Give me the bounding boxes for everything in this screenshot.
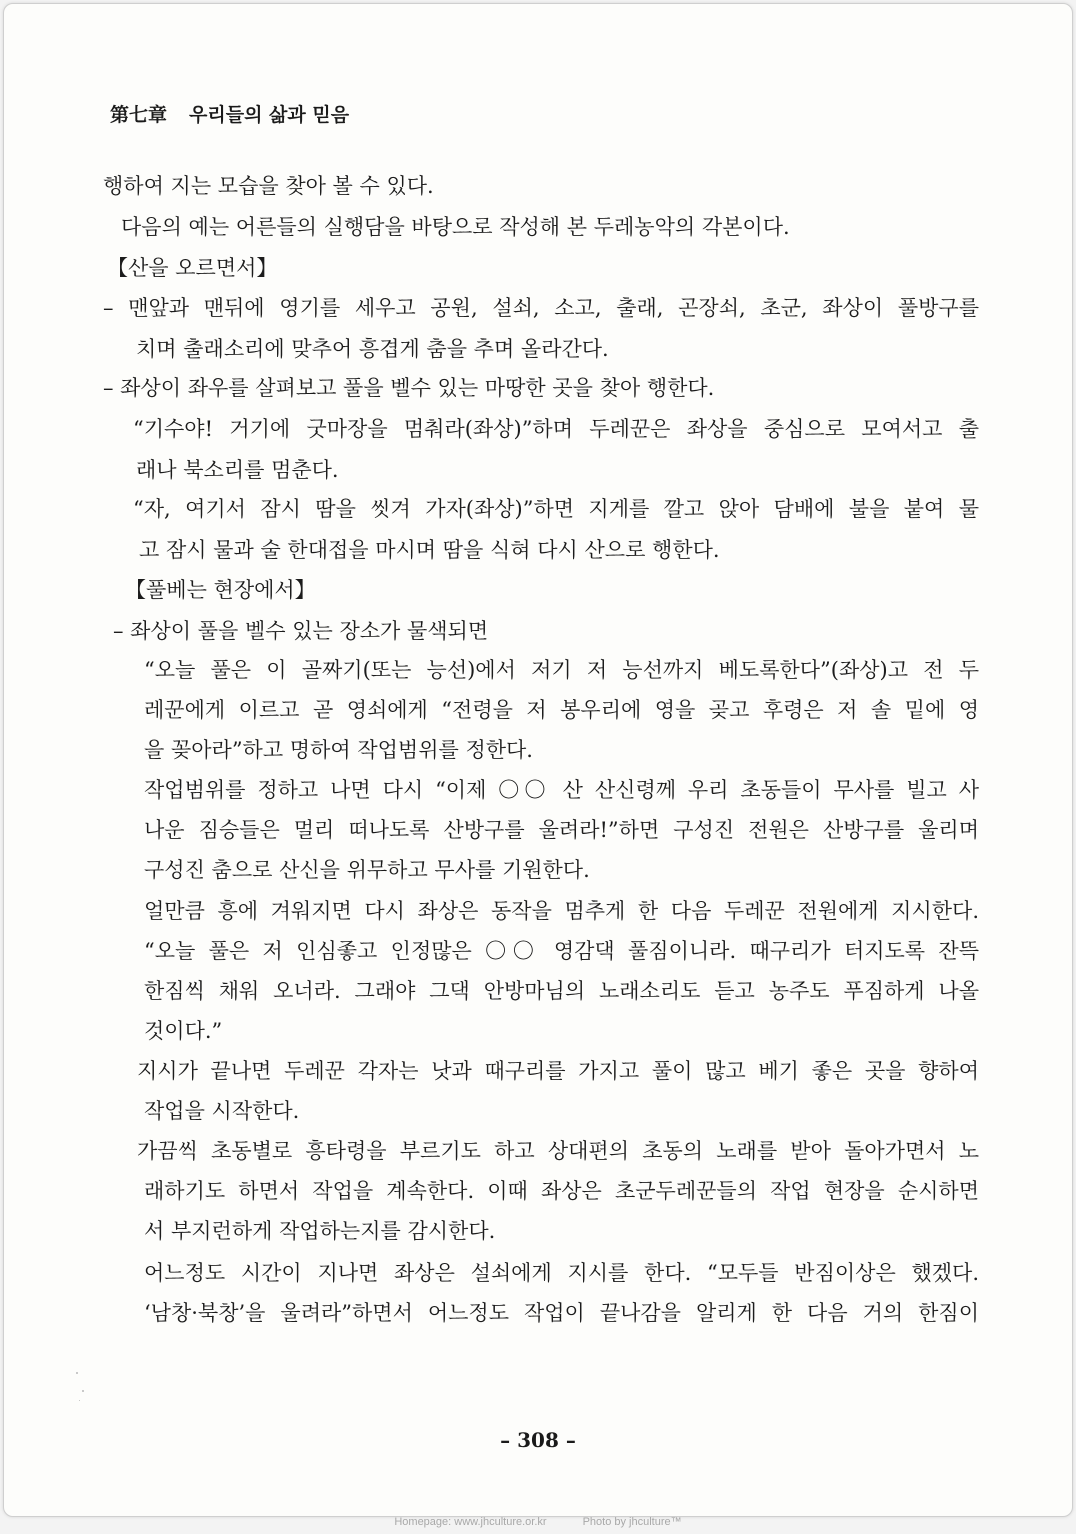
scanned-page	[3, 3, 1073, 1517]
text-line: 나운 짐승들은 멀리 떠나도록 산방구를 울려라!”하면 구성진 전원은 산방구를 울리며	[144, 818, 979, 842]
text-line: 작업을 시작한다.	[144, 1099, 300, 1123]
page-number: – 308 –	[500, 1428, 576, 1452]
text-line: – 좌상이 풀을 벨수 있는 장소가 물색되면	[113, 619, 489, 643]
text-line: “오늘 풀은 이 골짜기(또는 능선)에서 저기 저 능선까지 베도록한다”(좌상)고 전 두	[144, 658, 979, 682]
text-line: 고 잠시 물과 술 한대접을 마시며 땀을 식혀 다시 산으로 행한다.	[139, 538, 720, 562]
text-line: ‘남창·북창’을 울려라”하면서 어느정도 작업이 끝나감을 알리게 한 다음 거의 한짐이	[144, 1301, 979, 1325]
text-line: 【풀베는 현장에서】	[125, 578, 316, 602]
text-line: 서 부지런하게 작업하는지를 감시한다.	[144, 1219, 496, 1243]
text-line: “오늘 풀은 저 인심좋고 인정많은 〇〇 영감댁 풀짐이니라. 때구리가 터지도록 잔뜩	[144, 939, 979, 963]
text-line: 한짐씩 채워 오너라. 그래야 그댁 안방마님의 노래소리도 듣고 농주도 푸짐하게 나올	[144, 979, 979, 1003]
text-line: 것이다.”	[144, 1019, 223, 1043]
watermark-footer	[0, 1516, 1076, 1528]
text-line: 래나 북소리를 멈춘다.	[136, 458, 339, 482]
chapter-title: 우리들의 삶과 믿음	[189, 104, 350, 126]
text-line: 행하여 지는 모습을 찾아 볼 수 있다.	[103, 174, 434, 198]
scan-speck	[79, 1400, 80, 1401]
chapter-header	[110, 100, 349, 127]
text-line: 치며 출래소리에 맞추어 흥겹게 춤을 추며 올라간다.	[136, 337, 609, 361]
homepage-credit[interactable]: Homepage: www.jhculture.or.kr	[394, 1516, 547, 1528]
text-line: 가끔씩 초동별로 흥타령을 부르기도 하고 상대편의 초동의 노래를 받아 돌아가면서 노	[137, 1139, 979, 1163]
text-line: 얼만큼 흥에 겨워지면 다시 좌상은 동작을 멈추게 한 다음 두레꾼 전원에게 지시한다.	[144, 899, 979, 923]
text-line: “자, 여기서 잠시 땀을 씻겨 가자(좌상)”하면 지게를 깔고 앉아 담배에 불을 붙여 물	[133, 497, 979, 521]
scan-speck	[82, 1390, 84, 1392]
text-line: 지시가 끝나면 두레꾼 각자는 낫과 때구리를 가지고 풀이 많고 베기 좋은 곳을 향하여	[137, 1059, 979, 1083]
text-line: – 좌상이 좌우를 살펴보고 풀을 벨수 있는 마땅한 곳을 찾아 행한다.	[103, 376, 715, 400]
text-line: 다음의 예는 어른들의 실행담을 바탕으로 작성해 본 두레농악의 각본이다.	[121, 215, 790, 239]
chapter-number: 第七章	[110, 104, 168, 126]
text-line: 구성진 춤으로 산신을 위무하고 무사를 기원한다.	[144, 858, 590, 882]
text-line: 레꾼에게 이르고 곧 영쇠에게 “전령을 저 봉우리에 영을 곶고 후령은 저 솔 밑에 영	[144, 698, 979, 722]
photo-credit: Photo by jhculture™	[582, 1516, 682, 1528]
text-line: 을 꽂아라”하고 명하여 작업범위를 정한다.	[144, 738, 533, 762]
text-line: 어느정도 시간이 지나면 좌상은 설쇠에게 지시를 한다. “모두들 반짐이상은 했겠다.	[144, 1261, 979, 1285]
text-line: – 맨앞과 맨뒤에 영기를 세우고 공원, 설쇠, 소고, 출래, 곤장쇠, 초군, 좌상이 풀방구를	[103, 296, 979, 320]
text-line: 【산을 오르면서】	[107, 256, 278, 280]
text-line: “기수야! 거기에 굿마장을 멈춰라(좌상)”하며 두레꾼은 좌상을 중심으로 모여서고 출	[133, 417, 979, 441]
text-line: 작업범위를 정하고 나면 다시 “이제 〇〇 산 산신령께 우리 초동들이 무사를 빌고 사	[144, 778, 979, 802]
scan-speck	[76, 1372, 78, 1374]
text-line: 래하기도 하면서 작업을 계속한다. 이때 좌상은 초군두레꾼들의 작업 현장을 순시하면	[144, 1179, 979, 1203]
